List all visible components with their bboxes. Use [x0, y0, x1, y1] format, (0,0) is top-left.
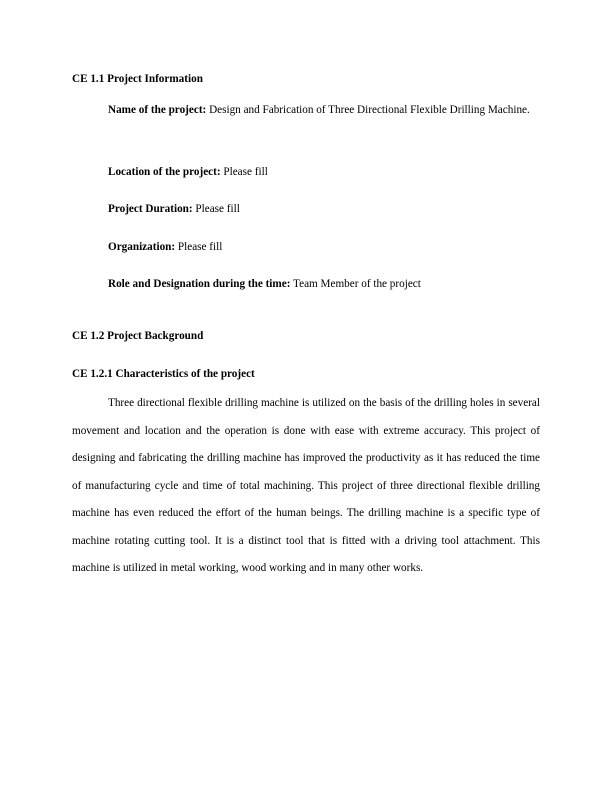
project-location-label: Location of the project: — [108, 166, 221, 178]
role-designation-field — [108, 277, 421, 291]
project-location-field — [108, 165, 268, 179]
role-designation-label: Role and Designation during the time: — [108, 278, 291, 290]
project-name-label: Name of the project: — [108, 104, 207, 116]
project-location-value: Please fill — [223, 166, 268, 178]
subsection-heading-characteristics: CE 1.2.1 Characteristics of the project — [72, 368, 255, 380]
organization-value: Please fill — [177, 241, 223, 253]
organization-label: Organization: — [108, 241, 176, 253]
organization-field — [108, 240, 222, 254]
section-heading-project-information: CE 1.1 Project Information — [72, 73, 203, 85]
characteristics-paragraph: Three directional flexible drilling machine is utilized on the basis of the drilling holes in several movement and location and the operation is done with ease with extreme accuracy. This project of designing and fabricating the drilling machine has improved the productivity as it has reduced the time of manufacturing cycle and time of total machining. This project of three directional flexible drilling machine has even reduced the effort of the human beings. The drilling machine is a specific type of machine rotating cutting tool. It is a distinct tool that is fitted with a driving tool attachment. This machine is utilized in metal working, wood working and in many other works. — [72, 397, 540, 574]
project-name-value: Design and Fabrication of Three Directional Flexible Drilling Machine. — [209, 104, 530, 116]
project-duration-value: Please fill — [195, 203, 240, 215]
project-duration-field — [108, 202, 240, 216]
section-heading-project-background: CE 1.2 Project Background — [72, 330, 204, 342]
role-designation-value: Team Member of the project — [293, 278, 421, 290]
project-duration-label: Project Duration: — [108, 203, 193, 215]
project-name-field — [72, 97, 540, 125]
